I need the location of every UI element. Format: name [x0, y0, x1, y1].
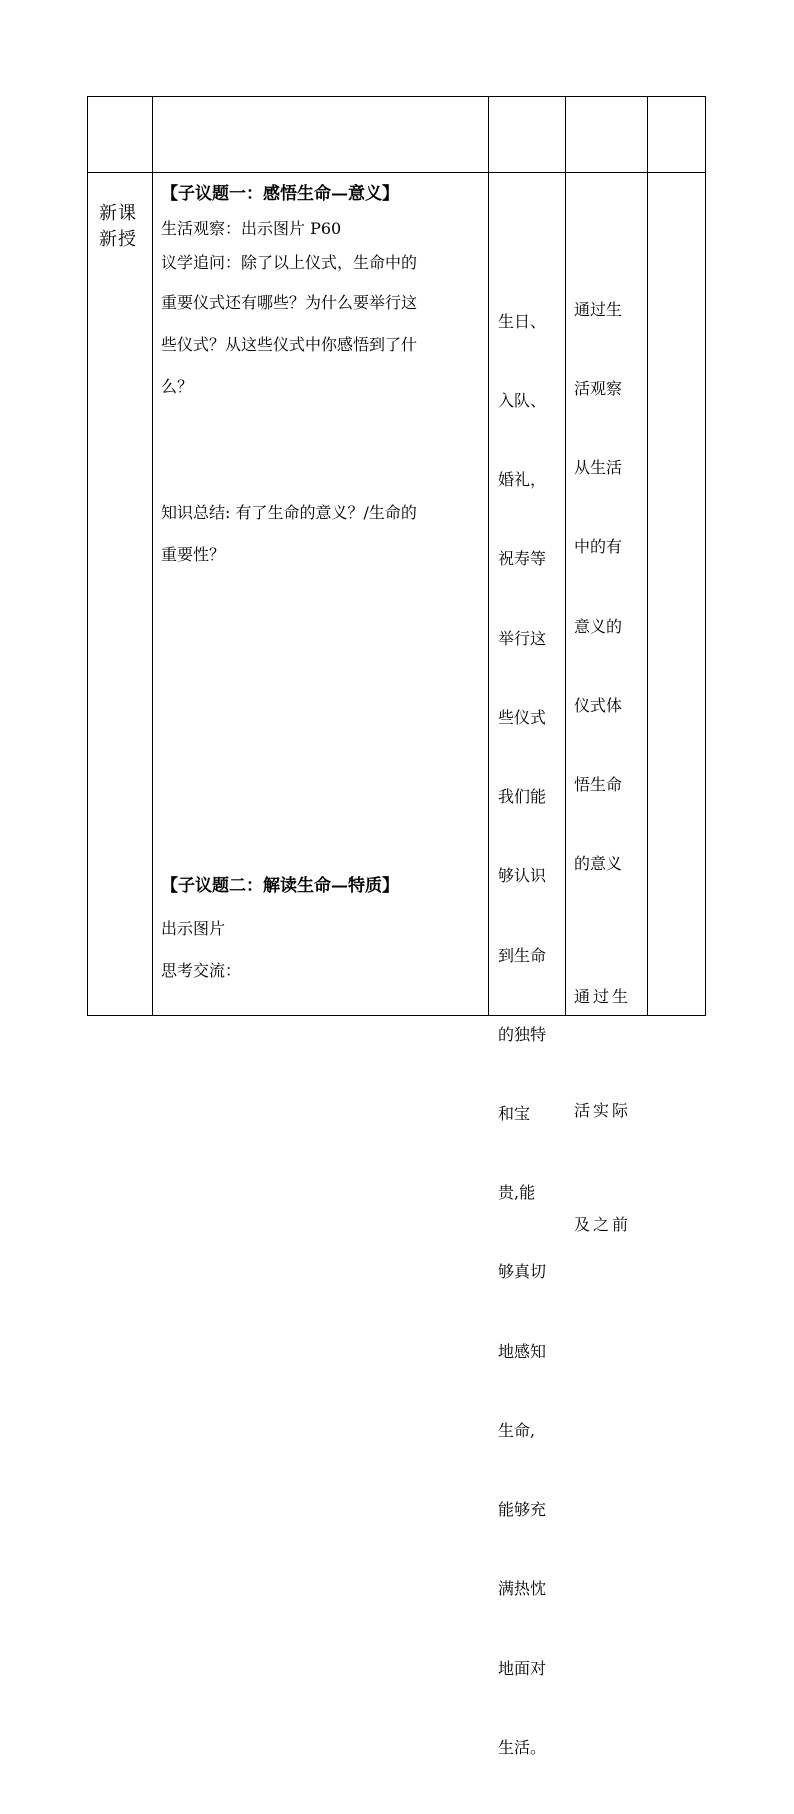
design-intent-line: 通过生 — [574, 299, 623, 319]
student-activity-line: 能够充 — [498, 1500, 547, 1520]
table-row-divider — [87, 172, 706, 173]
summary-line: 知识总结: 有了生命的意义？/生命的 — [161, 503, 417, 522]
design-intent-2 — [574, 902, 631, 1320]
student-activity-line: 到生命 — [498, 945, 547, 965]
question-line: 些仪式？从这些仪式中你感悟到了什 — [161, 335, 418, 354]
student-activity-line: 生活。 — [498, 1737, 547, 1757]
question-line: 么？ — [161, 377, 194, 396]
row-label-line: 新授 — [99, 229, 137, 250]
student-activity-line: 满热忱 — [498, 1579, 547, 1599]
student-activity-line: 婚礼， — [498, 470, 547, 490]
design-intent-line: 仪式体 — [574, 695, 623, 715]
student-activity-line: 举行这 — [498, 628, 547, 648]
student-activity-line: 贵,能 — [498, 1183, 536, 1203]
student-activity-line: 够认识 — [498, 866, 547, 886]
design-intent-line: 通过生 — [574, 987, 632, 1006]
student-activity-line: 入队、 — [498, 391, 547, 411]
student-activity — [498, 256, 546, 1814]
student-activity-line: 生日、 — [498, 311, 547, 331]
design-intent-line: 的意义 — [574, 854, 623, 874]
design-intent-line: 活观察 — [574, 379, 623, 399]
student-activity-line: 地感知 — [498, 1341, 547, 1361]
student-activity-line: 祝寿等 — [498, 549, 547, 569]
table-column-divider — [152, 96, 153, 1016]
table-column-divider — [488, 96, 489, 1016]
table-column-divider — [565, 96, 566, 1016]
topic2-heading: 【子议题二：解读生命—特质】 — [161, 876, 399, 896]
question-line: 重要仪式还有哪些？为什么要举行这 — [161, 293, 418, 312]
student-activity-line: 和宝 — [498, 1104, 531, 1123]
design-intent-line: 意义的 — [574, 616, 623, 636]
design-intent — [574, 244, 622, 931]
summary-line: 重要性？ — [161, 545, 226, 564]
student-activity-line: 生命, — [498, 1420, 536, 1440]
student-activity-line: 我们能 — [498, 787, 547, 807]
design-intent-line: 中的有 — [574, 537, 623, 557]
row-label-line: 新课 — [99, 203, 137, 224]
student-activity-line: 的独特 — [498, 1024, 547, 1044]
question-line: 议学追问：除了以上仪式，生命中的 — [161, 253, 418, 272]
design-intent-line: 从生活 — [574, 458, 623, 478]
design-intent-line: 悟生命 — [574, 775, 623, 795]
student-activity-line: 些仪式 — [498, 707, 547, 727]
design-intent-line: 活实际 — [574, 1101, 632, 1120]
life-observation: 生活观察：出示图片 P60 — [161, 219, 342, 238]
table-column-divider — [647, 96, 648, 1016]
topic2-line: 出示图片 — [161, 919, 226, 938]
student-activity-line: 地面对 — [498, 1658, 547, 1678]
topic2-line: 思考交流： — [161, 961, 242, 980]
topic1-heading: 【子议题一：感悟生命—意义】 — [161, 184, 399, 204]
student-activity-line: 够真切 — [498, 1262, 547, 1282]
design-intent-line: 及之前 — [574, 1215, 632, 1234]
